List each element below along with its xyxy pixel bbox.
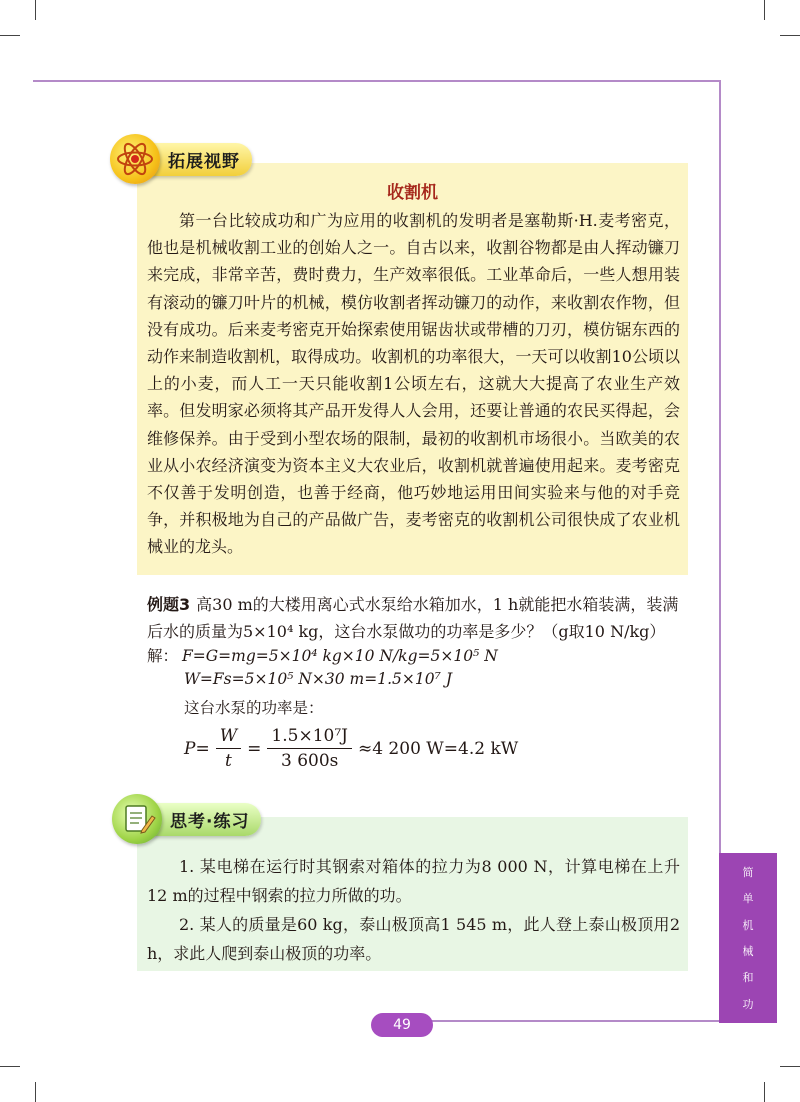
side-tab-char: 简: [742, 866, 754, 880]
notepad-pencil-icon-graphic: [112, 794, 162, 844]
think-practice-label: 思考·练习: [148, 803, 261, 836]
crop-mark: [780, 1066, 800, 1067]
solution-equation-1: F=G=mg=5×10⁴ kg×10 N/kg=5×10⁵ N: [182, 647, 498, 665]
box-title: 收割机: [387, 183, 438, 203]
box-body-paragraph: 第一台比较成功和广为应用的收割机的发明者是塞勒斯·H.麦考密克，他也是机械收割工业的创始人之一。自古以来，收割谷物都是由人挥动镰刀来完成，非常辛苦，费时费力，生产效率很低。工业革命后，一些人想用装有滚动的镰刀叶片的机械，模仿收割者挥动镰刀的动作，来收割农作物，但没有成功。后来麦考密克开始探索使用锯齿状或带槽的刀刃，模仿锯东西的动作来制造收割机，取得成功。收割机的功率很大，一天可以收割10公顷以上的小麦，而人工一天只能收割1公顷左右，这就大大提高了农业生产效率。但发明家必须将其产品开发得人人会用，还要让普通的农民买得起，会维修保养。由于受到小型农场的限制，最初的收割机市场很小。当欧美的农业从小农经济演变为资本主义大农业后，收割机就普遍使用起来。麦考密克不仅善于发明创造，也善于经商，他巧妙地运用田间实验来与他的对手竞争，并积极地为自己的产品做广告，麦考密克的收割机公司很快成了农业机械业的龙头。: [147, 211, 680, 557]
notepad-pencil-icon: [112, 794, 162, 844]
crop-mark: [35, 1082, 36, 1102]
formula-lhs: P=: [184, 738, 210, 759]
atom-icon-graphic: [110, 134, 160, 184]
fraction-denominator: t: [225, 751, 232, 771]
page-number: 49: [371, 1013, 433, 1037]
think-practice-badge: [112, 794, 261, 844]
fraction-numerator: W: [216, 726, 241, 749]
side-tab-char: 功: [742, 997, 754, 1011]
crop-mark: [35, 0, 36, 20]
crop-mark: [0, 1066, 20, 1067]
side-tab-char: 和: [742, 971, 754, 985]
side-tab-char: 单: [742, 892, 754, 906]
fraction-values: [267, 726, 352, 771]
crop-mark: [0, 35, 20, 36]
formula-equals: =: [247, 738, 262, 759]
example-label: 例题3: [147, 595, 191, 614]
power-formula: [184, 726, 518, 771]
solution-line-3: 这台水泵的功率是：: [184, 699, 324, 717]
side-tab-char: 械: [742, 945, 754, 959]
crop-mark: [764, 1082, 765, 1102]
fraction-denominator: 3 600s: [280, 751, 339, 771]
page-frame-top: [33, 80, 721, 82]
example-problem: [147, 591, 692, 645]
formula-result: ≈4 200 W=4.2 kW: [357, 738, 519, 759]
fraction-w-over-t: [216, 726, 241, 771]
example-problem-text: 高30 m的大楼用离心式水泵给水箱加水，1 h就能把水箱装满，装满后水的质量为5×10⁴ kg，这台水泵做功的功率是多少？（g取10 N/kg）: [147, 595, 679, 641]
solution-equation-2: W=Fs=5×10⁵ N×30 m=1.5×10⁷ J: [184, 670, 452, 688]
crop-mark: [764, 0, 765, 20]
exercise-1: 1. 某电梯在运行时其钢索对箱体的拉力为8 000 N，计算电梯在上升12 m的过程中钢索的拉力所做的功。: [147, 857, 680, 905]
page-frame-bottom: [430, 1020, 721, 1022]
fraction-numerator: 1.5×10⁷J: [267, 726, 352, 749]
expand-view-badge: [110, 134, 252, 184]
expand-view-label: 拓展视野: [146, 143, 252, 176]
atom-icon: [110, 134, 160, 184]
exercise-2: 2. 某人的质量是60 kg，泰山极顶高1 545 m，此人登上泰山极顶用2 h，求此人爬到泰山极顶的功率。: [147, 915, 680, 963]
side-tab-char: 机: [742, 918, 754, 932]
chapter-side-tab: [719, 853, 777, 1023]
solution-prefix: 解：: [147, 647, 179, 665]
crop-mark: [780, 35, 800, 36]
solution-line-1: [147, 644, 498, 666]
